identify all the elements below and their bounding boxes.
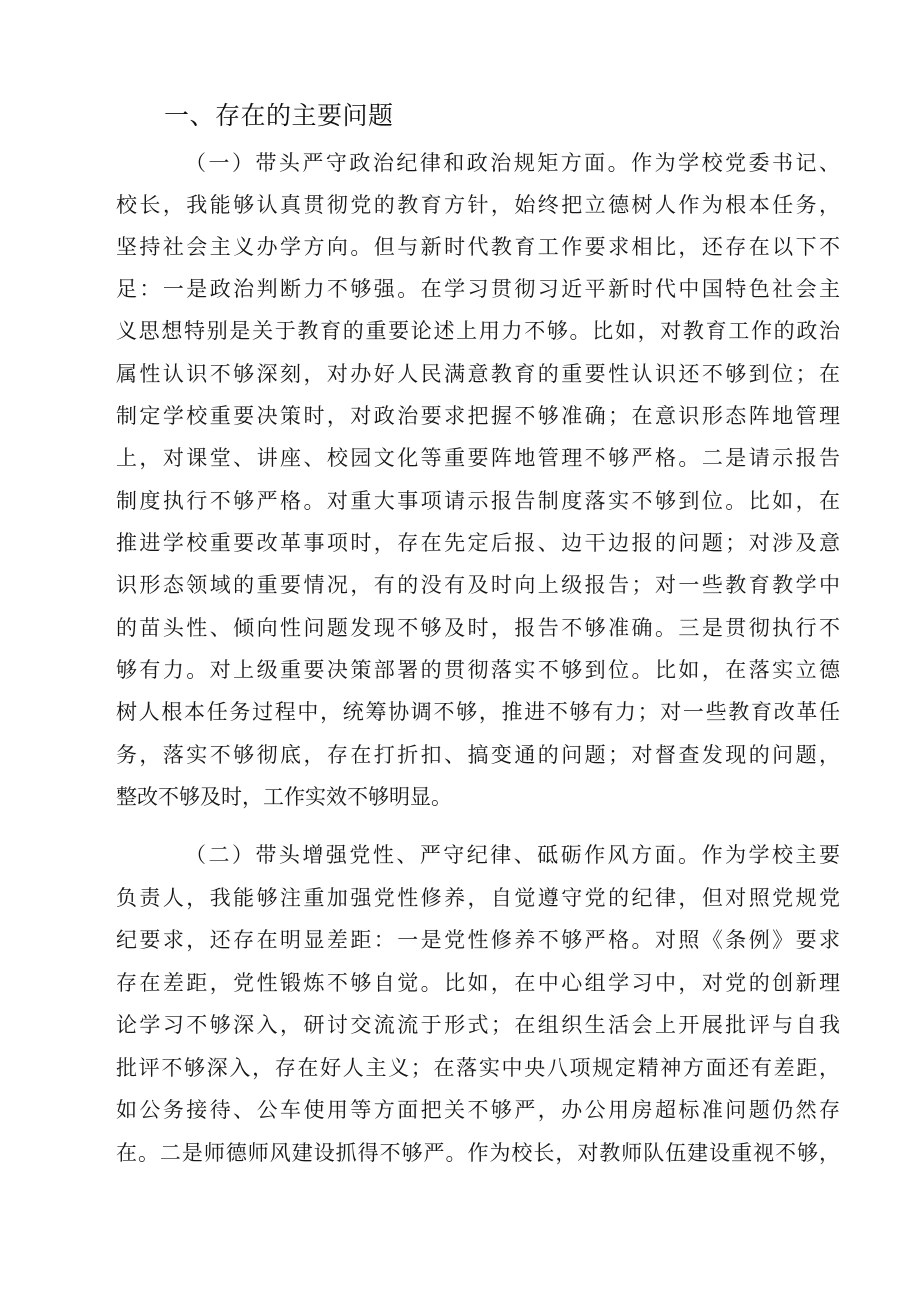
paragraph-line: 制定学校重要决策时，对政治要求把握不够准确；在意识形态阵地管理 bbox=[116, 404, 840, 428]
paragraph-line: 批评不够深入，存在好人主义；在落实中央八项规定精神方面还有差距， bbox=[116, 1056, 840, 1080]
paragraph-line: 足：一是政治判断力不够强。在学习贯彻习近平新时代中国特色社会主 bbox=[116, 277, 840, 301]
paragraph-line: 够有力。对上级重要决策部署的贯彻落实不够到位。比如，在落实立德 bbox=[116, 658, 840, 682]
paragraph-line: 负责人，我能够注重加强党性修养，自觉遵守党的纪律，但对照党规党 bbox=[116, 886, 840, 910]
paragraph-line: 存在差距，党性锻炼不够自觉。比如，在中心组学习中，对党的创新理 bbox=[116, 971, 840, 995]
paragraph-line: 务，落实不够彻底，存在打折扣、搞变通的问题；对督查发现的问题， bbox=[116, 743, 840, 767]
paragraph-line: 的苗头性、倾向性问题发现不够及时，报告不够准确。三是贯彻执行不 bbox=[116, 616, 840, 640]
paragraph-line: 坚持社会主义办学方向。但与新时代教育工作要求相比，还存在以下不 bbox=[116, 235, 840, 259]
paragraph-line: 属性认识不够深刻，对办好人民满意教育的重要性认识还不够到位；在 bbox=[116, 362, 840, 386]
paragraph-line: 树人根本任务过程中，统筹协调不够，推进不够有力；对一些教育改革任 bbox=[116, 700, 840, 724]
paragraph-line: （二）带头增强党性、严守纪律、砥砺作风方面。作为学校主要 bbox=[185, 843, 840, 867]
paragraph-line: 在。二是师德师风建设抓得不够严。作为校长，对教师队伍建设重视不够， bbox=[116, 1141, 840, 1165]
paragraph-line: 校长，我能够认真贯彻党的教育方针，始终把立德树人作为根本任务， bbox=[116, 193, 840, 217]
paragraph-line: 整改不够及时，工作实效不够明显。 bbox=[116, 785, 452, 809]
paragraph-line: 制度执行不够严格。对重大事项请示报告制度落实不够到位。比如，在 bbox=[116, 489, 840, 513]
section-heading: 一、存在的主要问题 bbox=[164, 101, 394, 130]
paragraph-line: 如公务接待、公车使用等方面把关不够严，办公用房超标准问题仍然存 bbox=[116, 1098, 840, 1122]
paragraph-line: 论学习不够深入，研讨交流流于形式；在组织生活会上开展批评与自我 bbox=[116, 1013, 840, 1037]
paragraph-line: 纪要求，还存在明显差距：一是党性修养不够严格。对照《条例》要求 bbox=[116, 928, 840, 952]
paragraph-line: 识形态领域的重要情况，有的没有及时向上级报告；对一些教育教学中 bbox=[116, 573, 840, 597]
paragraph-line: 义思想特别是关于教育的重要论述上用力不够。比如，对教育工作的政治 bbox=[116, 319, 840, 343]
paragraph-line: （一）带头严守政治纪律和政治规矩方面。作为学校党委书记、 bbox=[185, 151, 840, 175]
paragraph-line: 推进学校重要改革事项时，存在先定后报、边干边报的问题；对涉及意 bbox=[116, 531, 840, 555]
paragraph-line: 上，对课堂、讲座、校园文化等重要阵地管理不够严格。二是请示报告 bbox=[116, 446, 840, 470]
